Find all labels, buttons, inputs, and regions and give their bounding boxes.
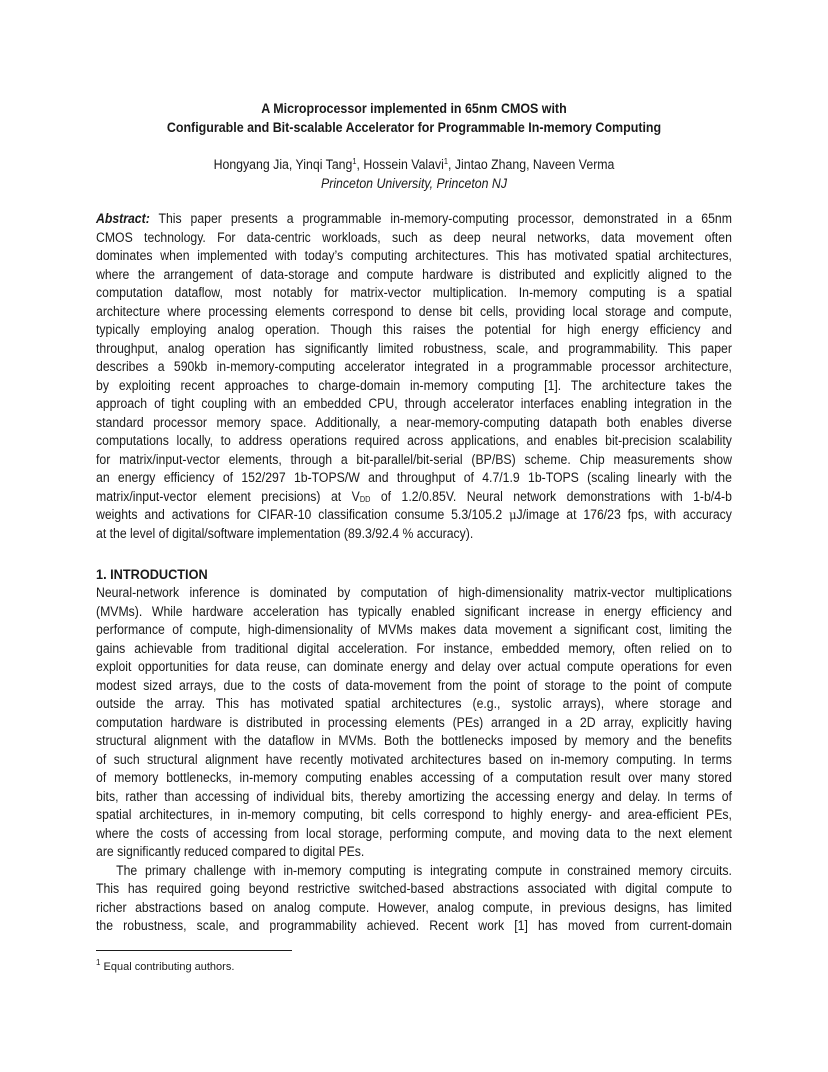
- abstract-line: an energy efficiency of 152/297 1b-TOPS/W and throughput of 4.7/1.9 1b-TOPS (scaling linearly with the: [96, 470, 732, 485]
- abstract-line: where the arrangement of data-storage and compute hardware is distributed and explicitly aligned to the: [96, 266, 732, 282]
- footnote-divider: [96, 950, 292, 951]
- abstract-line: matrix/input-vector element precisions) at $V_{DD}$ of 1.2/0.85V. Neural network demonstrations with 1-b/4-b: [96, 488, 732, 504]
- abstract-line: CMOS technology. For data-centric workloads, such as deep neural networks, data movement often: [96, 229, 732, 245]
- author-4: , Jintao Zhang, Naveen Verma: [447, 157, 615, 172]
- vdd-subscript: DD: [359, 494, 371, 504]
- abstract-line: at the level of digital/software implementation (89.3/92.4 % accuracy).: [96, 525, 474, 541]
- footnote-text: Equal contributing authors.: [100, 961, 235, 973]
- body-line: Neural-network inference is dominated by computation of high-dimensionality matrix-vector multiplications: [96, 585, 732, 600]
- abstract-line: by exploiting recent approaches to charge-domain in-memory computing [1]. The architecture takes the: [96, 377, 732, 393]
- introduction-body: [96, 584, 732, 936]
- abstract-line: architecture where processing elements correspond to dense bit cells, providing local storage and compute,: [96, 303, 732, 319]
- author-list: [121, 155, 706, 174]
- body-line: where the costs of accessing from local storage, performing compute, and moving data to the next element: [96, 825, 732, 841]
- abstract-line: weights and activations for CIFAR-10 classification consume 5.3/105.2 μJ/image at 176/23 fps, with accuracy: [96, 507, 732, 522]
- footnote: [96, 960, 234, 974]
- body-line: of memory bottlenecks, in-memory computing enables accessing of a computation result over many stored: [96, 770, 732, 785]
- title-line-1: A Microprocessor implemented in 65nm CMOS with: [261, 101, 567, 116]
- abstract-line: computations locally, to address operations required across applications, and enables bit-precision scalability: [96, 433, 732, 448]
- body-line: the robustness, scale, and programmability achieved. Recent work [1] has moved from current-domain: [96, 918, 732, 933]
- abstract-line: dominates when implemented with today’s computing architectures. This has motivated spatial architectures,: [96, 248, 732, 263]
- body-line: are significantly reduced compared to digital PEs.: [96, 844, 365, 859]
- body-line: The primary challenge with in-memory computing is integrating compute in constrained memory circuits.: [116, 862, 732, 878]
- body-line: gains achievable from traditional digital acceleration. For instance, embedded memory, often relied on to: [96, 640, 732, 656]
- abstract-line: typically employing analog operation. Though this raises the potential for high energy efficiency and: [96, 322, 732, 337]
- body-line: performance of compute, high-dimensionality of MVMs makes data movement a significant cost, limiting the: [96, 622, 732, 637]
- abstract-line: standard processor memory space. Additionally, a near-memory-computing datapath both enables diverse: [96, 414, 732, 430]
- footnote-mark: 1: [96, 958, 101, 967]
- abstract-line: throughput, analog operation has significantly limited robustness, scale, and programmability. This paper: [96, 340, 732, 356]
- author-2: Yinqi Tang: [295, 157, 353, 172]
- micro-symbol: μ: [509, 507, 517, 522]
- body-line: modest sized arrays, due to the costs of data-movement from the point of storage to the point of compute: [96, 677, 732, 693]
- body-line: bits, rather than accessing of individual bits, thereby amortizing the accessing energy and delay. In terms of: [96, 788, 732, 804]
- body-line: structural alignment with the dataflow in MVMs. Both the bottlenecks imposed by memory and the benefits: [96, 733, 732, 748]
- body-line: of such structural alignment have recently motivated architectures based on in-memory computing. In terms: [96, 751, 732, 767]
- abstract: [96, 210, 732, 543]
- author-1: Hongyang Jia,: [213, 157, 296, 172]
- abstract-line: computation dataflow, most notably for matrix-vector multiplication. In-memory computing is a spatial: [96, 285, 732, 300]
- body-line: richer abstractions based on analog compute. However, analog compute, in previous designs, has limited: [96, 899, 732, 915]
- author-2-footnote-mark: 1: [352, 157, 357, 166]
- body-line: computation hardware is distributed in processing elements (PEs) arranged in a 2D array, explicitly having: [96, 714, 732, 730]
- abstract-line: describes a 590kb in-memory-computing accelerator integrated in a programmable processor architecture,: [96, 359, 732, 374]
- affiliation: Princeton University, Princeton NJ: [320, 176, 508, 191]
- body-line: exploit opportunities for data reuse, can dominate energy and delay over actual compute operations for even: [96, 659, 732, 674]
- title-line-2: Configurable and Bit-scalable Accelerator for Programmable In-memory Computing: [166, 120, 662, 135]
- body-line: spatial architectures, in in-memory computing, bit cells correspond to highly energy- and area-efficient PEs,: [96, 807, 732, 822]
- section-heading-introduction: 1. INTRODUCTION: [96, 567, 208, 582]
- body-line: (MVMs). While hardware acceleration has typically enabled significant increase in energy efficiency and: [96, 603, 732, 619]
- body-line: This has required going beyond restrictive switched-based abstractions associated with digital compute to: [96, 881, 732, 896]
- paper-title: [118, 99, 709, 137]
- abstract-label: Abstract:: [96, 211, 150, 226]
- author-3-footnote-mark: 1: [443, 157, 448, 166]
- abstract-line: for matrix/input-vector elements, through a bit-parallel/bit-serial (BP/BS) scheme. Chip measurements show: [96, 451, 732, 467]
- body-line: outside the array. This has motivated spatial architectures (e.g., systolic arrays), where storage and: [96, 696, 732, 711]
- abstract-line: approach of tight coupling with an embedded CPU, through accelerator interfaces enabling integration in the: [96, 396, 732, 411]
- author-3: , Hossein Valavi: [356, 157, 444, 172]
- abstract-line: Abstract: This paper presents a programmable in-memory-computing processor, demonstrated in a 65nm: [96, 211, 732, 226]
